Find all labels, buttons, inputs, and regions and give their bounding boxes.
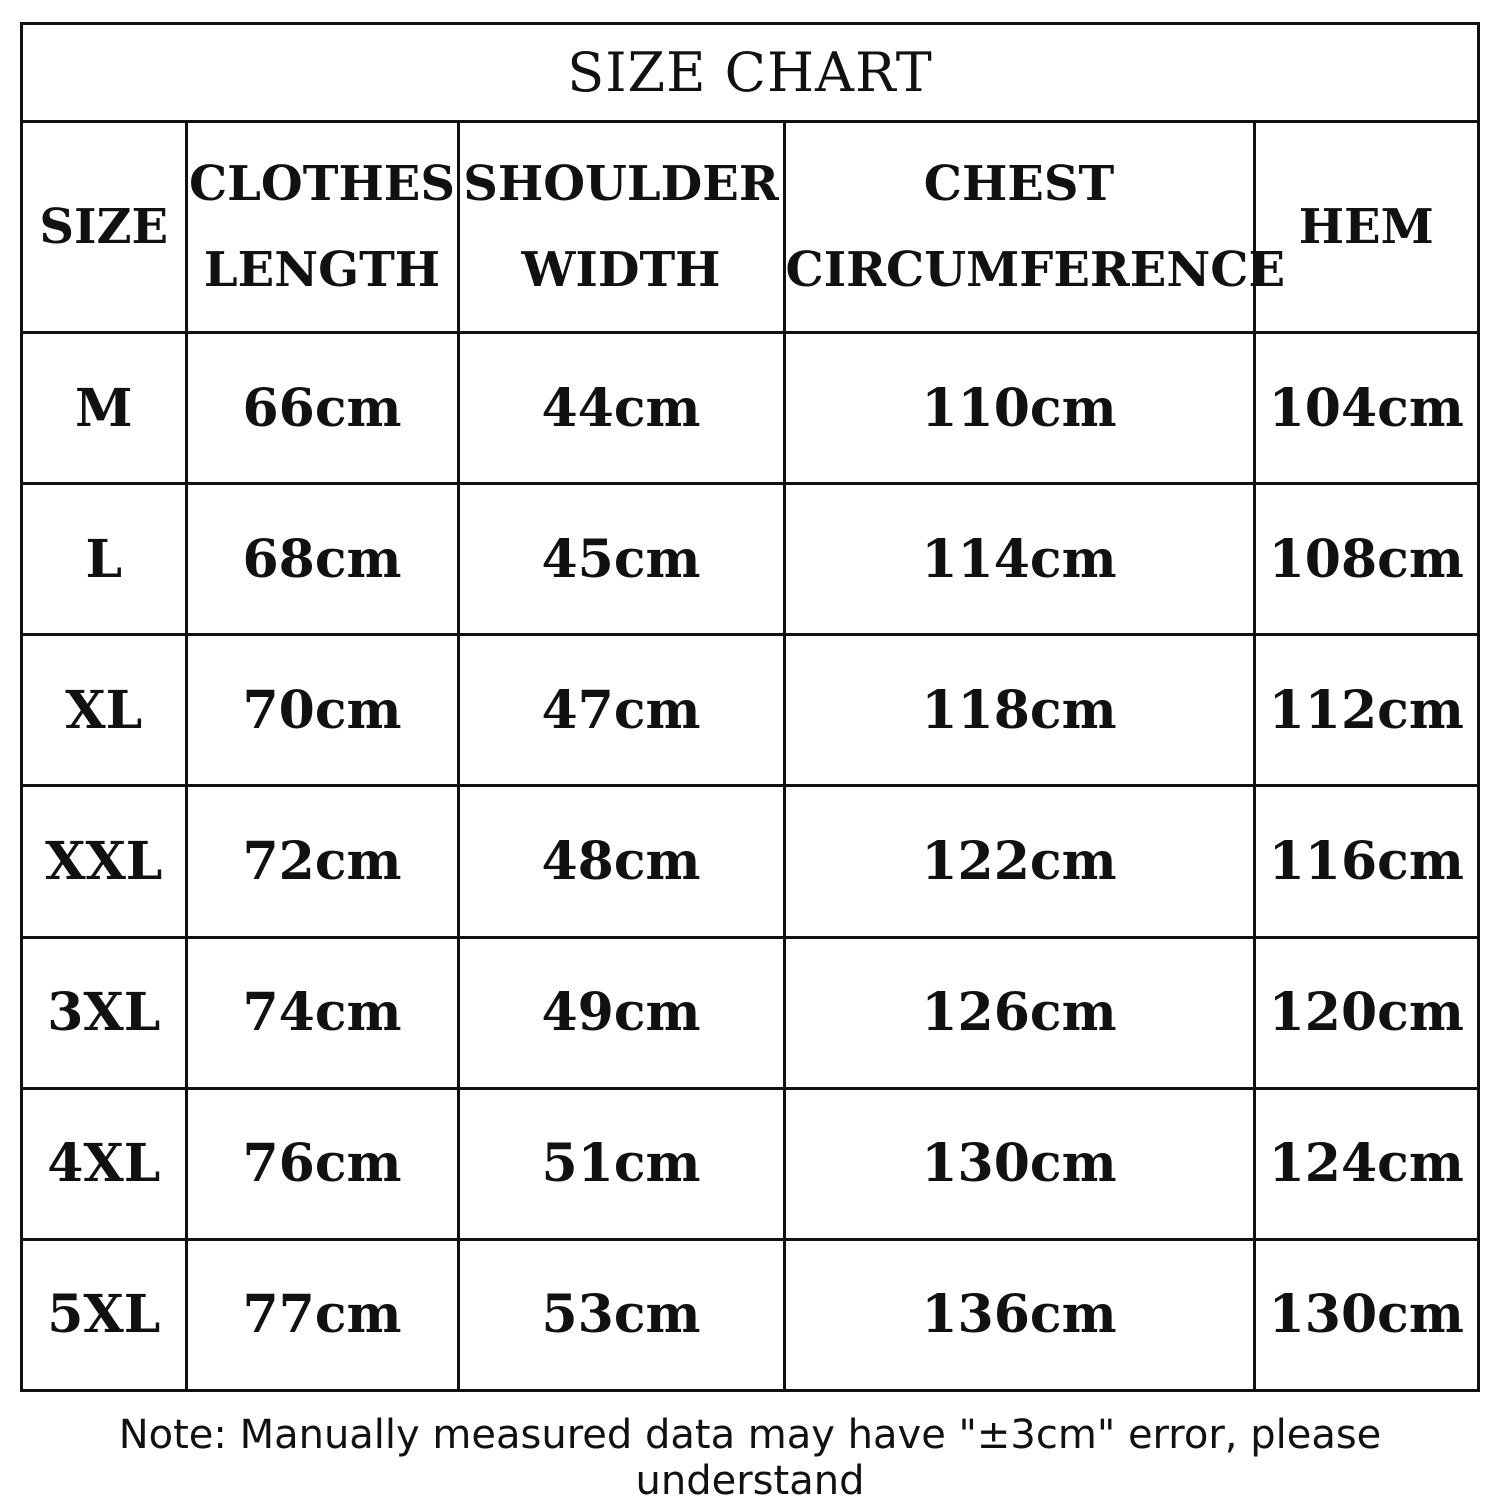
header-chest-line2: CIRCUMFERENCE xyxy=(785,242,1286,298)
header-clothes-length-line2: LENGTH xyxy=(203,242,441,298)
header-clothes-length xyxy=(186,123,458,333)
chart-title: SIZE CHART xyxy=(23,25,1477,123)
cell-length: 68cm xyxy=(186,484,458,635)
cell-hem: 104cm xyxy=(1254,333,1477,484)
cell-size: 3XL xyxy=(23,937,186,1088)
table-row xyxy=(23,937,1477,1088)
header-clothes-length-line1: CLOTHES xyxy=(188,156,456,212)
cell-hem: 108cm xyxy=(1254,484,1477,635)
cell-shoulder: 48cm xyxy=(458,786,784,937)
table-row xyxy=(23,1239,1477,1389)
cell-length: 72cm xyxy=(186,786,458,937)
cell-hem: 112cm xyxy=(1254,635,1477,786)
header-hem-label: HEM xyxy=(1298,199,1434,255)
measurement-note: Note: Manually measured data may have "±3cm" error, please understand xyxy=(118,1412,1382,1504)
cell-shoulder: 49cm xyxy=(458,937,784,1088)
cell-chest: 122cm xyxy=(784,786,1254,937)
cell-shoulder: 44cm xyxy=(458,333,784,484)
cell-chest: 136cm xyxy=(784,1239,1254,1389)
header-shoulder-width-line2: WIDTH xyxy=(521,242,721,298)
cell-hem: 130cm xyxy=(1254,1239,1477,1389)
cell-chest: 130cm xyxy=(784,1088,1254,1239)
size-chart xyxy=(20,22,1480,1392)
cell-chest: 110cm xyxy=(784,333,1254,484)
header-size-label: SIZE xyxy=(39,199,169,255)
header-chest-line1: CHEST xyxy=(923,156,1115,212)
size-table xyxy=(23,123,1477,1389)
table-row xyxy=(23,484,1477,635)
cell-size: L xyxy=(23,484,186,635)
cell-shoulder: 51cm xyxy=(458,1088,784,1239)
header-shoulder-width-line1: SHOULDER xyxy=(463,156,779,212)
cell-length: 76cm xyxy=(186,1088,458,1239)
cell-size: M xyxy=(23,333,186,484)
cell-length: 74cm xyxy=(186,937,458,1088)
cell-hem: 124cm xyxy=(1254,1088,1477,1239)
cell-size: 5XL xyxy=(23,1239,186,1389)
header-row xyxy=(23,123,1477,333)
cell-chest: 114cm xyxy=(784,484,1254,635)
table-row xyxy=(23,1088,1477,1239)
cell-shoulder: 45cm xyxy=(458,484,784,635)
cell-hem: 120cm xyxy=(1254,937,1477,1088)
cell-size: 4XL xyxy=(23,1088,186,1239)
header-chest-circumference xyxy=(784,123,1286,333)
cell-size: XXL xyxy=(23,786,186,937)
header-shoulder-width xyxy=(458,123,784,333)
table-row xyxy=(23,635,1477,786)
header-hem xyxy=(1254,123,1477,333)
cell-chest: 118cm xyxy=(784,635,1254,786)
cell-length: 66cm xyxy=(186,333,458,484)
cell-length: 77cm xyxy=(186,1239,458,1389)
table-row xyxy=(23,786,1477,937)
header-size xyxy=(23,123,186,333)
cell-hem: 116cm xyxy=(1254,786,1477,937)
cell-chest: 126cm xyxy=(784,937,1254,1088)
table-row xyxy=(23,333,1477,484)
cell-length: 70cm xyxy=(186,635,458,786)
cell-size: XL xyxy=(23,635,186,786)
cell-shoulder: 53cm xyxy=(458,1239,784,1389)
cell-shoulder: 47cm xyxy=(458,635,784,786)
